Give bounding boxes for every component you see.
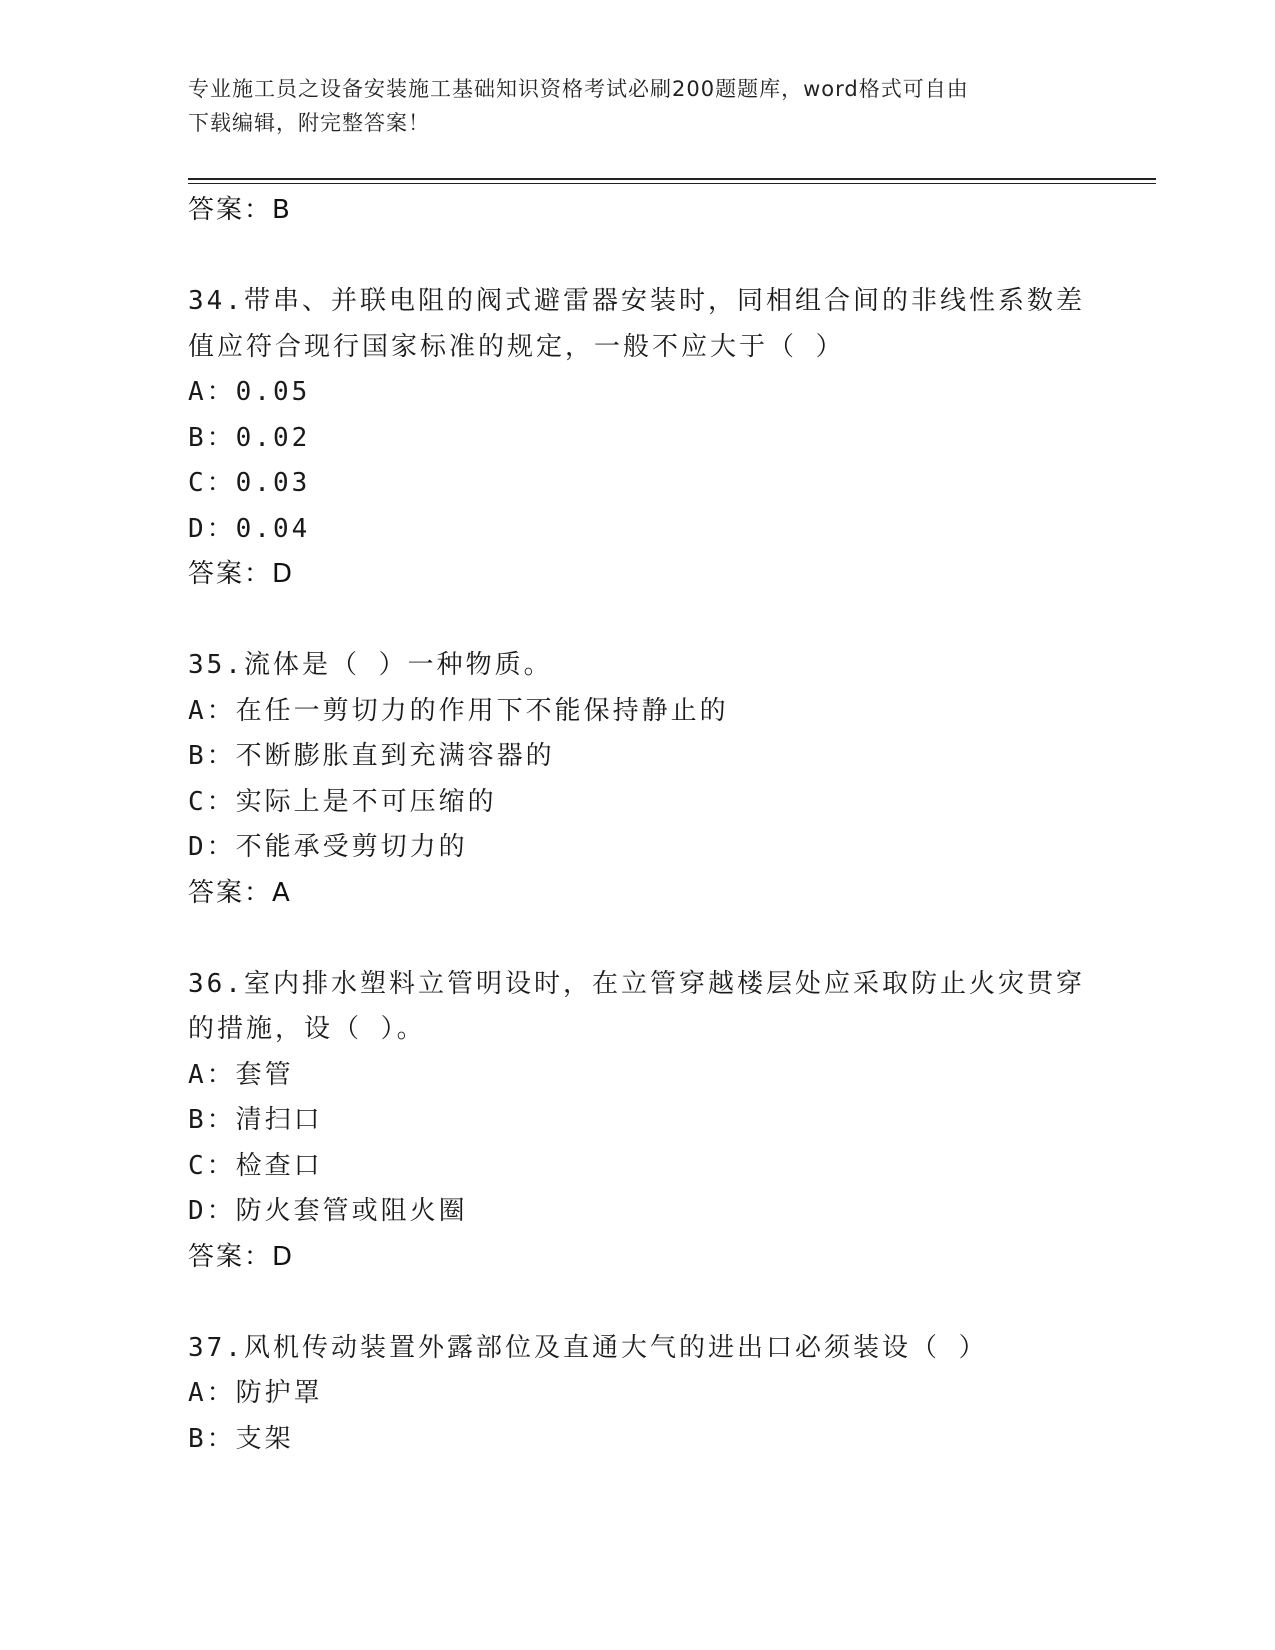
stem-line: 的措施，设（ ）。 <box>188 1014 426 1044</box>
option-d: D：防火套管或阻火圈 <box>188 1196 468 1226</box>
header-line-1: 专业施工员之设备安装施工基础知识资格考试必刷200题题库，word格式可自由 <box>188 77 969 101</box>
option-c: C：实际上是不可压缩的 <box>188 786 497 817</box>
option-a: A：在任一剪切力的作用下不能保持静止的 <box>188 695 729 726</box>
header-rule-thin <box>188 183 1156 184</box>
option-a: A：套管 <box>188 1059 294 1090</box>
stem-line: 值应符合现行国家标准的规定，一般不应大于（ ） <box>188 331 845 362</box>
question-stem <box>188 962 1088 1053</box>
option-a: A：0.05 <box>188 377 311 407</box>
question-35 <box>188 643 1088 916</box>
answer-line: 答案：D <box>188 1241 295 1272</box>
answer-line: 答案：D <box>188 559 295 589</box>
option-c: C：0.03 <box>188 468 311 498</box>
question-36 <box>188 962 1088 1281</box>
option-a: A：防护罩 <box>188 1378 323 1408</box>
option-d: D：0.04 <box>188 513 311 544</box>
stem-line: 34.带串、并联电阻的阀式避雷器安装时，同相组合间的非线性系数差 <box>188 286 1085 316</box>
option-b: B：清扫口 <box>188 1105 323 1135</box>
page-header <box>188 72 1068 140</box>
option-d: D：不能承受剪切力的 <box>188 832 468 862</box>
option-c: C：检查口 <box>188 1150 323 1181</box>
option-b: B：0.02 <box>188 422 311 453</box>
question-stem <box>188 279 1088 370</box>
stem-line: 36.室内排水塑料立管明设时，在立管穿越楼层处应采取防止火灾贯穿 <box>188 968 1085 999</box>
answer-line: 答案：B <box>188 195 292 225</box>
question-37 <box>188 1326 1088 1463</box>
header-line-2: 下载编辑，附完整答案！ <box>188 111 430 135</box>
stem-line: 37.风机传动装置外露部位及直通大气的进出口必须装设（ ） <box>188 1332 988 1363</box>
option-b: B：支架 <box>188 1423 294 1454</box>
stem-line: 35.流体是（ ）一种物质。 <box>188 650 553 680</box>
option-b: B：不断膨胀直到充满容器的 <box>188 741 555 771</box>
question-stem <box>188 1326 1088 1372</box>
question-stem <box>188 643 1088 689</box>
answer-line: 答案：A <box>188 877 292 908</box>
question-34 <box>188 279 1088 598</box>
question-list <box>188 188 1088 1462</box>
header-rule-thick <box>188 178 1156 180</box>
